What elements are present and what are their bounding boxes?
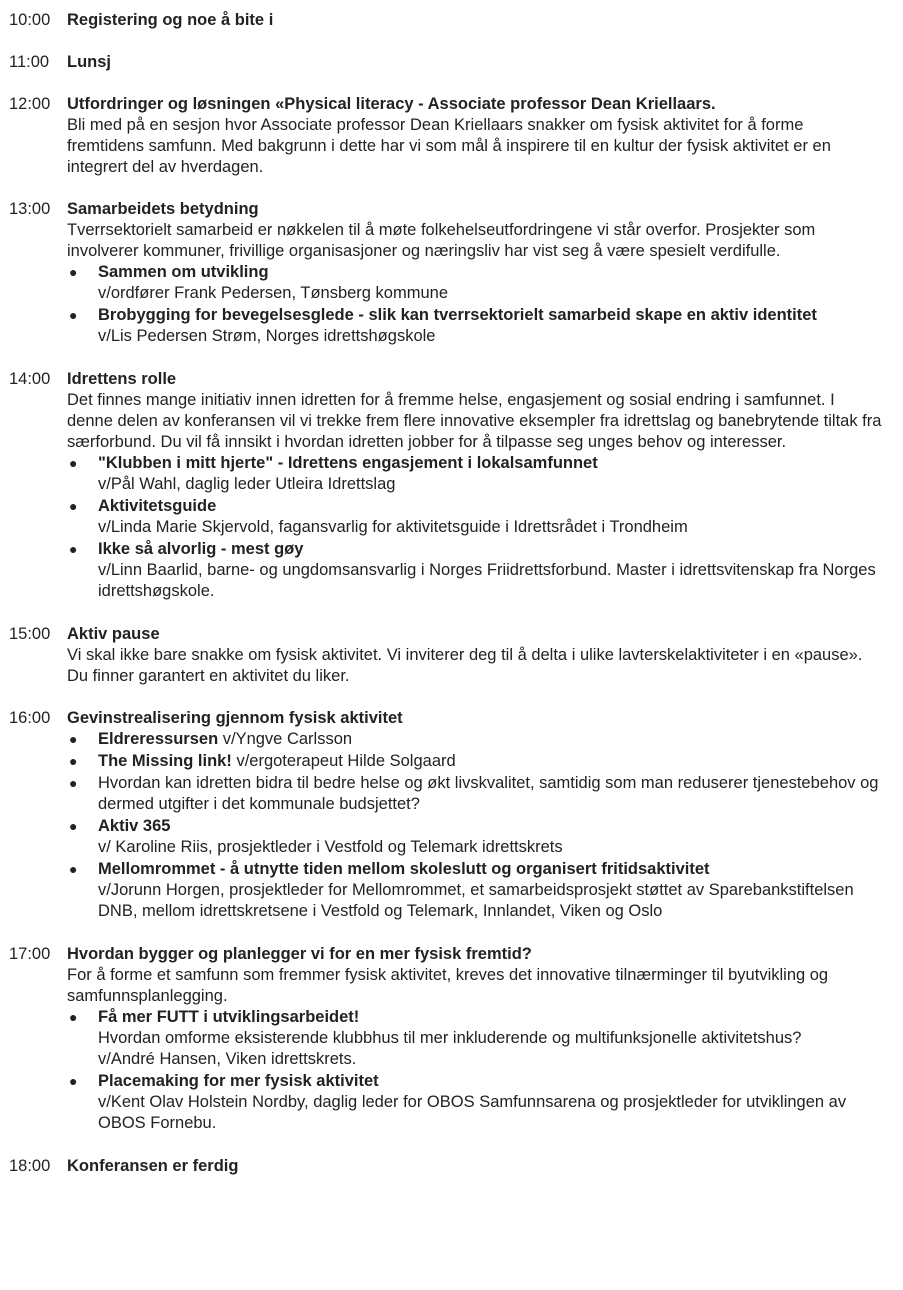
- item-heading-line: [98, 305, 883, 326]
- item-title: "Klubben i mitt hjerte" - Idrettens engasjement i lokalsamfunnet: [98, 454, 598, 472]
- agenda-session: [9, 10, 883, 31]
- session-time: 12:00: [9, 95, 51, 113]
- list-item: [67, 751, 883, 772]
- session-time: 10:00: [9, 11, 51, 29]
- item-speaker: v/Jorunn Horgen, prosjektleder for Mellomrommet, et samarbeidsprosjekt støttet av Sparebankstiftelsen DNB, mellom idrettskretsene i Vestfold og Telemark, Innlandet, Viken og Oslo: [98, 881, 854, 920]
- agenda-session: [9, 52, 883, 73]
- item-speaker: v/ergoterapeut Hilde Solgaard: [231, 752, 456, 770]
- session-time: 16:00: [9, 709, 51, 727]
- list-item: [67, 816, 883, 858]
- agenda-session: [9, 944, 883, 1135]
- session-time: 13:00: [9, 200, 51, 218]
- bullet-icon: ●: [69, 1009, 78, 1025]
- session-item-list: [67, 453, 883, 602]
- bullet-icon: ●: [69, 731, 78, 747]
- session-time: 15:00: [9, 625, 51, 643]
- item-title: Brobygging for bevegelsesglede - slik kan tverrsektorielt samarbeid skape en aktiv identitet: [98, 306, 817, 324]
- session-item-list: [67, 1007, 883, 1134]
- session-title: Samarbeidets betydning: [67, 200, 259, 218]
- item-speaker: v/ordfører Frank Pedersen, Tønsberg kommune: [98, 284, 448, 302]
- session-title: Aktiv pause: [67, 625, 160, 643]
- session-content: [67, 944, 883, 1135]
- item-speaker: v/Lis Pedersen Strøm, Norges idrettshøgskole: [98, 327, 436, 345]
- item-speaker: v/Linda Marie Skjervold, fagansvarlig for aktivitetsguide i Idrettsrådet i Trondheim: [98, 518, 688, 536]
- bullet-icon: ●: [69, 264, 78, 280]
- session-time: 11:00: [9, 53, 50, 71]
- list-item: [67, 496, 883, 538]
- session-content: [67, 708, 883, 923]
- session-item-list: [67, 262, 883, 347]
- session-title: Konferansen er ferdig: [67, 1157, 239, 1175]
- agenda-session: [9, 199, 883, 348]
- item-heading-line: [98, 1071, 883, 1092]
- item-heading-line: [98, 496, 883, 517]
- list-item: [67, 859, 883, 922]
- list-item: [67, 1071, 883, 1134]
- list-item: [67, 453, 883, 495]
- item-speaker: v/Yngve Carlsson: [218, 730, 353, 748]
- agenda-session: [9, 624, 883, 687]
- item-heading-line: [98, 729, 883, 750]
- list-item: [67, 539, 883, 602]
- session-description: Tverrsektorielt samarbeid er nøkkelen til å møte folkehelseutfordringene vi står overfor. Prosjekter som involverer kommuner, frivillige organisasjoner og næringsliv har vist seg å være spesielt verdifulle.: [67, 221, 816, 260]
- item-heading-line: [98, 751, 883, 772]
- item-heading-line: [98, 859, 883, 880]
- item-title: Eldreressursen: [98, 730, 219, 748]
- session-time: 18:00: [9, 1157, 51, 1175]
- bullet-icon: ●: [69, 818, 78, 834]
- item-speaker: v/André Hansen, Viken idrettskrets.: [98, 1050, 357, 1068]
- session-content: [67, 1156, 883, 1177]
- bullet-icon: ●: [69, 455, 78, 471]
- item-title: Aktiv 365: [98, 817, 171, 835]
- agenda-session: [9, 1156, 883, 1177]
- item-speaker: v/Linn Baarlid, barne- og ungdomsansvarlig i Norges Friidrettsforbund. Master i idrettsvitenskap fra Norges idrettshøgskole.: [98, 561, 876, 600]
- item-heading-line: [98, 539, 883, 560]
- item-text: Hvordan kan idretten bidra til bedre helse og økt livskvalitet, samtidig som man reduserer tjenestebehov og dermed utgifter i det kommunale budsjettet?: [98, 774, 879, 813]
- session-title: Lunsj: [67, 53, 111, 71]
- list-item: [67, 729, 883, 750]
- session-time: 14:00: [9, 370, 51, 388]
- session-content: [67, 52, 883, 73]
- bullet-icon: ●: [69, 775, 78, 791]
- session-title: Hvordan bygger og planlegger vi for en mer fysisk fremtid?: [67, 945, 532, 963]
- item-speaker: v/Pål Wahl, daglig leder Utleira Idrettslag: [98, 475, 396, 493]
- bullet-icon: ●: [69, 307, 78, 323]
- session-content: [67, 199, 883, 348]
- session-description: Det finnes mange initiativ innen idretten for å fremme helse, engasjement og sosial endring i samfunnet. I denne delen av konferansen vil vi trekke frem flere innovative eksempler fra idrettslag og banebrytende tiltak fra særforbund. Du vil få innsikt i hvordan idretten jobber for å tilpasse seg unges behov og interesser.: [67, 391, 882, 451]
- bullet-icon: ●: [69, 498, 78, 514]
- bullet-icon: ●: [69, 541, 78, 557]
- item-title: The Missing link!: [98, 752, 232, 770]
- agenda-session: [9, 708, 883, 923]
- session-content: [67, 94, 883, 178]
- session-title: Utfordringer og løsningen «Physical literacy - Associate professor Dean Kriellaars.: [67, 95, 716, 113]
- item-speaker: v/Kent Olav Holstein Nordby, daglig leder for OBOS Samfunnsarena og prosjektleder for utviklingen av OBOS Fornebu.: [98, 1093, 847, 1132]
- item-title: Ikke så alvorlig - mest gøy: [98, 540, 304, 558]
- session-description: Vi skal ikke bare snakke om fysisk aktivitet. Vi inviterer deg til å delta i ulike lavterskelaktiviteter i en «pause». Du finner garantert en aktivitet du liker.: [67, 646, 863, 685]
- bullet-icon: ●: [69, 1073, 78, 1089]
- item-title: Sammen om utvikling: [98, 263, 269, 281]
- session-time: 17:00: [9, 945, 51, 963]
- session-title: Gevinstrealisering gjennom fysisk aktivitet: [67, 709, 403, 727]
- session-title: Idrettens rolle: [67, 370, 177, 388]
- item-title: Aktivitetsguide: [98, 497, 217, 515]
- list-item: [67, 1007, 883, 1070]
- item-speaker: v/ Karoline Riis, prosjektleder i Vestfold og Telemark idrettskrets: [98, 838, 563, 856]
- item-speaker: Hvordan omforme eksisterende klubbhus til mer inkluderende og multifunksjonelle aktivitetshus?: [98, 1029, 802, 1047]
- session-content: [67, 369, 883, 603]
- item-heading-line: [98, 262, 883, 283]
- list-item: [67, 262, 883, 304]
- item-title: Mellomrommet - å utnytte tiden mellom skoleslutt og organisert fritidsaktivitet: [98, 860, 710, 878]
- session-title: Registering og noe å bite i: [67, 11, 274, 29]
- item-heading-line: [98, 816, 883, 837]
- item-heading-line: [98, 453, 883, 474]
- item-heading-line: [98, 1007, 883, 1028]
- list-item: [67, 305, 883, 347]
- agenda-session: [9, 369, 883, 603]
- session-description: Bli med på en sesjon hvor Associate professor Dean Kriellaars snakker om fysisk aktivitet for å forme fremtidens samfunn. Med bakgrunn i dette har vi som mål å inspirere til en kultur der fysisk aktivitet er en integrert del av hverdagen.: [67, 116, 831, 176]
- session-item-list: [67, 729, 883, 922]
- bullet-icon: ●: [69, 861, 78, 877]
- session-content: [67, 624, 883, 687]
- item-title: Få mer FUTT i utviklingsarbeidet!: [98, 1008, 360, 1026]
- agenda-session: [9, 94, 883, 178]
- list-item: [67, 773, 883, 815]
- session-description: For å forme et samfunn som fremmer fysisk aktivitet, kreves det innovative tilnærminger til byutvikling og samfunnsplanlegging.: [67, 966, 829, 1005]
- item-title: Placemaking for mer fysisk aktivitet: [98, 1072, 379, 1090]
- session-content: [67, 10, 883, 31]
- bullet-icon: ●: [69, 753, 78, 769]
